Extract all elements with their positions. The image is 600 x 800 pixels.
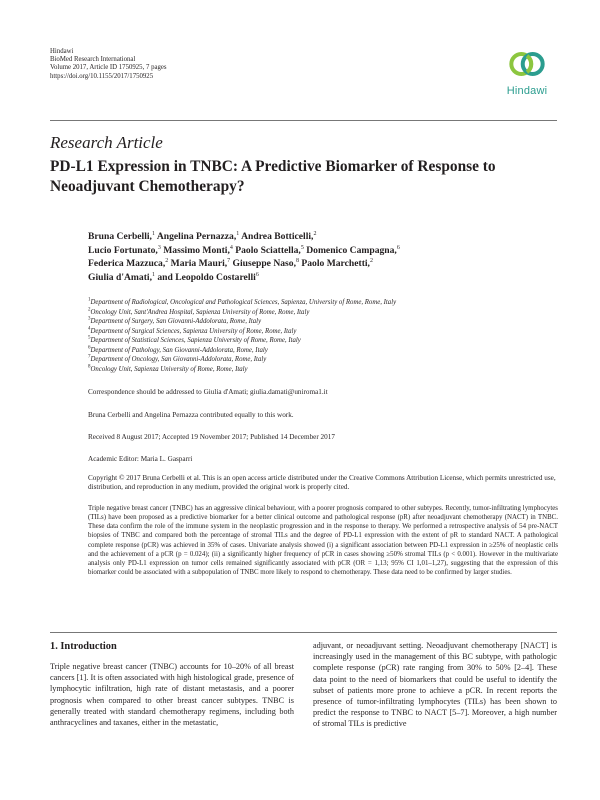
author-list [88,230,528,284]
author: Maria Mauri,$^7$ [170,258,231,270]
affiliation: $^3$Department of Surgery, San Giovanni-Addolorata, Rome, Italy [88,316,262,325]
affiliation: $^4$Department of Surgical Sciences, Sapienza University of Rome, Rome, Italy [88,326,297,335]
academic-editor: Academic Editor: Maria L. Gasparri [88,455,193,463]
publisher-name: Hindawi [50,48,74,55]
author: Bruna Cerbelli,$^1$ [88,230,155,242]
hindawi-logo-icon [508,45,546,83]
hindawi-logo [497,45,557,107]
section-heading: 1. Introduction [50,641,117,652]
author: Andrea Botticelli,$^2$ [241,230,317,242]
author: Lucio Fortunato,$^3$ [88,244,161,256]
publication-dates: Received 8 August 2017; Accepted 19 November 2017; Published 14 December 2017 [88,433,335,441]
affiliation: $^5$Department of Statistical Sciences, Sapienza University of Rome, Rome, Italy [88,335,301,344]
journal-info [50,48,167,81]
equal-contribution-note: Bruna Cerbelli and Angelina Pernazza contributed equally to this work. [88,411,294,419]
affiliation: $^6$Department of Pathology, San Giovanni-Addolorata, Rome, Italy [88,345,268,354]
journal-name: BioMed Research International [50,56,136,64]
author: Domenico Campagna,$^6$ [306,244,400,256]
logo-wordmark: Hindawi [506,85,548,97]
section-divider [50,632,557,633]
author: and Leopoldo Costarelli$^6$ [157,271,259,283]
author: Massimo Monti,$^4$ [163,244,233,256]
author: Giulia d'Amati,$^1$ [88,271,155,283]
affiliation: $^7$Department of Oncology, San Giovanni-Addolorata, Rome, Italy [88,354,267,363]
affiliation: $^2$Oncology Unit, Sant'Andrea Hospital, Sapienza University of Rome, Rome, Italy [88,307,310,316]
correspondence-note: Correspondence should be addressed to Giulia d'Amati; giulia.damati@uniroma1.it [88,388,328,396]
article-title: PD-L1 Expression in TNBC: A Predictive Biomarker of Response to Neoadjuvant Chemotherapy? [50,158,496,195]
article-type: Research Article [50,133,163,152]
body-column-right: adjuvant, or neoadjuvant setting. Neoadjuvant chemotherapy [NACT] is increasingly used in the management of this BC subtype, with pathologic complete response (pCR) rate ranging from 30% to 50% [2–4]. These data point to the need of biomarkers that could be useful to identify the subset of patients more prone to achieve a pCR. In recent reports the presence of tumor-infiltrating lymphocytes (TILs) has been shown to predict the response to TNBC to NACT [5–7]. Moreover, a high number of stromal TILs is predictive [313,641,557,729]
author: Paolo Sciattella,$^5$ [235,244,304,256]
abstract-text: Triple negative breast cancer (TNBC) has an aggressive clinical behaviour, with a poorer prognosis compared to other subtypes. Recently, tumor-infiltrating lymphocytes (TILs) have been proposed as a predictive biomarker for a better clinical outcome and pathological response (pR) after neoadjuvant chemotherapy (NACT) in TNBC. These data confirm the role of the immune system in the neoplastic progression and in the response to therapy. We performed a retrospective analysis of 54 pre-NACT biopsies of TNBC and compared both the percentage of stromal TILs and the degree of PD-L1 expression with the extent of pR to standard NACT. A pathological complete response (pCR) was achieved in 35% of cases. Univariate analysis showed (i) a significant association between PD-L1 expression in ≥25% of neoplastic cells and the achievement of a pCR (p = 0.024); (ii) a significantly higher frequency of pCR in cases showing ≥50% stromal TILs (p < 0.001). However in the multivariate analysis only PD-L1 expression on tumor cells remained significantly associated with pCR (OR = 1,13; 95% CI 1,01–1,27), suggesting that the expression of this biomarker could be associated with a subpopulation of TNBC more likely to respond to chemotherapy. These data need to be confirmed by larger studies. [88,505,558,577]
affiliation-list [88,298,558,374]
copyright-notice: Copyright © 2017 Bruna Cerbelli et al. This is an open access article distributed under the Creative Commons Attribution License, which permits unrestricted use, distribution, and reproduction in any medium, provided the original work is properly cited. [88,474,556,492]
header-divider [50,120,557,121]
affiliation: $^8$Oncology Unit, Sapienza University of Rome, Rome, Italy [88,364,248,373]
doi-link[interactable]: https://doi.org/10.1155/2017/1750925 [50,72,154,80]
author: Federica Mazzuca,$^2$ [88,258,169,270]
affiliation: $^1$Department of Radiological, Oncological and Pathological Sciences, Sapienza, University of Rome, Rome, Italy [88,297,397,306]
volume-line: Volume 2017, Article ID 1750925, 7 pages [50,64,167,72]
author: Angelina Pernazza,$^1$ [156,230,240,242]
author: Giuseppe Naso,$^8$ [232,258,299,270]
author: Paolo Marchetti,$^2$ [301,258,373,270]
body-column-left: Triple negative breast cancer (TNBC) accounts for 10–20% of all breast cancers [1]. It is often associated with high histological grade, presence of lymphocytic infiltration, high rate of distant metastasis, and a poorer prognosis when compared to other breast cancer subtypes. TNBC is generally treated with standard chemotherapy regimens, including both anthracyclines and taxanes, either in the metastatic, [50,662,294,728]
